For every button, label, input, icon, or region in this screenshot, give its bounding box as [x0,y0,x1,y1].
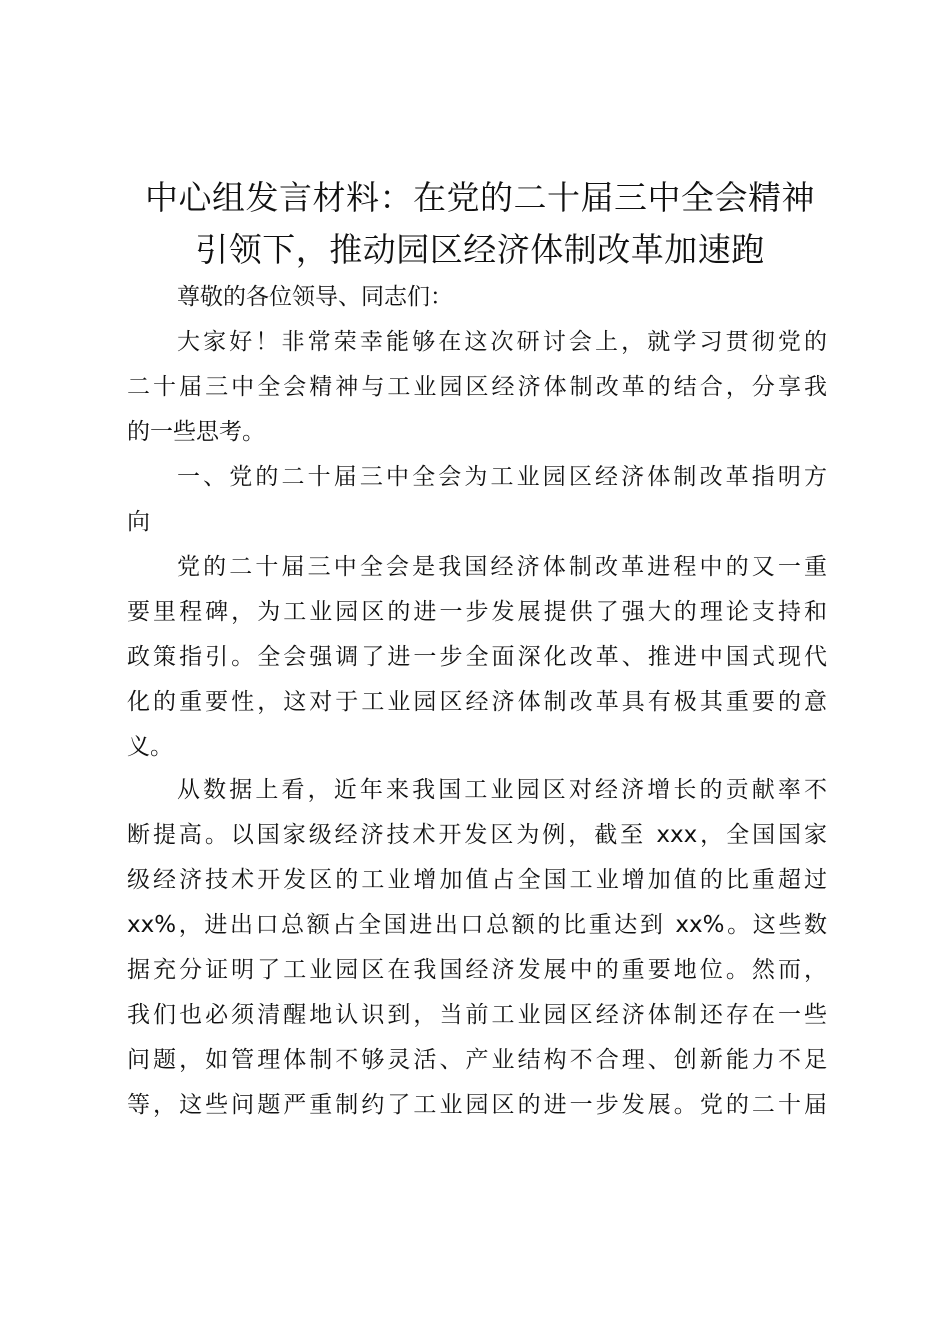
salutation-paragraph [127,275,827,320]
body-paragraph-2 [127,768,827,1128]
paragraph-line: 化的重要性，这对于工业园区经济体制改革具有极其重要的意 [127,689,827,715]
paragraph-line: 从数据上看，近年来我国工业园区对经济增长的贡献率不 [177,777,827,803]
paragraph-line: 级经济技术开发区的工业增加值占全国工业增加值的比重超过 [127,867,827,893]
body-paragraph-1 [127,545,827,770]
paragraph-line: 等，这些问题严重制约了工业园区的进一步发展。党的二十届 [127,1092,827,1118]
document-title [120,172,840,276]
paragraph-line: 据充分证明了工业园区在我国经济发展中的重要地位。然而， [127,957,827,983]
paragraph-line: 的一些思考。 [127,419,265,445]
salutation-line: 尊敬的各位领导、同志们： [177,284,453,310]
paragraph-line: 断提高。以国家级经济技术开发区为例，截至 xxx，全国国家 [127,822,827,848]
heading-line: 一、党的二十届三中全会为工业园区经济体制改革指明方 [177,464,827,490]
greeting-paragraph [127,320,827,455]
paragraph-line: 大家好！非常荣幸能够在这次研讨会上，就学习贯彻党的 [177,329,827,355]
title-line-2: 引领下，推动园区经济体制改革加速跑 [195,230,765,269]
paragraph-line: 我们也必须清醒地认识到，当前工业园区经济体制还存在一些 [127,1002,827,1028]
heading-line: 向 [127,509,150,535]
paragraph-line: xx%，进出口总额占全国进出口总额的比重达到 xx%。这些数 [127,912,827,938]
paragraph-line: 义。 [127,734,173,760]
paragraph-line: 党的二十届三中全会是我国经济体制改革进程中的又一重 [177,554,827,580]
section-heading-1 [127,455,827,545]
paragraph-line: 要里程碑，为工业园区的进一步发展提供了强大的理论支持和 [127,599,827,625]
title-line-1: 中心组发言材料：在党的二十届三中全会精神 [145,178,815,217]
paragraph-line: 二十届三中全会精神与工业园区经济体制改革的结合，分享我 [127,374,827,400]
paragraph-line: 问题，如管理体制不够灵活、产业结构不合理、创新能力不足 [127,1047,827,1073]
paragraph-line: 政策指引。全会强调了进一步全面深化改革、推进中国式现代 [127,644,827,670]
